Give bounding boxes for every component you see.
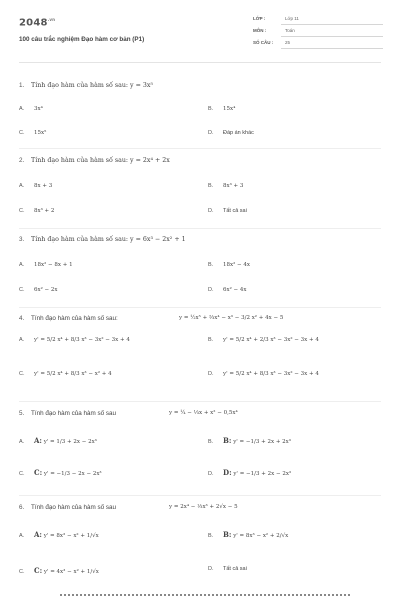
document-title: 100 câu trắc nghiệm Đạo hàm cơ bản (P1)	[19, 36, 145, 43]
option-content: 8x + 3	[34, 183, 53, 189]
question-number: 5.	[19, 410, 25, 417]
option-bold-letter: A:	[34, 530, 43, 539]
option-bold-letter: D:	[223, 468, 232, 477]
option-bold-letter: A:	[34, 436, 43, 445]
option-letter: B.	[208, 106, 214, 112]
option-a[interactable]	[19, 530, 99, 539]
question-expression: y = ½x⁵ + ⅔x⁴ − x³ − 3/2 x² + 4x − 5	[179, 315, 284, 321]
question-header	[19, 410, 381, 420]
option-bold-letter: C:	[34, 468, 43, 477]
meta-value: Toán	[285, 28, 295, 33]
question-expression: y = ¼ − ⅓x + x² − 0,5x⁴	[169, 410, 238, 416]
meta-row-class	[253, 16, 383, 28]
option-d[interactable]	[208, 371, 319, 377]
option-content: 15x⁴	[223, 106, 236, 112]
option-d[interactable]	[208, 208, 247, 214]
question-divider	[19, 148, 381, 149]
question-expression: y = 2x⁴ − ⅓x³ + 2√x − 5	[169, 504, 238, 510]
question-header	[19, 504, 381, 514]
option-b[interactable]	[208, 436, 291, 445]
option-letter: A.	[19, 106, 25, 112]
option-content: 3x⁴	[34, 106, 43, 112]
option-letter: A.	[19, 183, 25, 189]
question-header	[19, 82, 381, 92]
cut-off-line	[60, 594, 350, 596]
option-letter: D.	[208, 471, 214, 477]
option-d[interactable]	[208, 566, 247, 572]
option-letter: C.	[19, 130, 25, 136]
logo-suffix: .vn	[47, 17, 56, 22]
option-a[interactable]	[19, 337, 130, 343]
option-letter: A.	[19, 262, 25, 268]
option-letter: D.	[208, 371, 214, 377]
option-c[interactable]	[19, 468, 102, 477]
option-content: Tất cả sai	[223, 208, 247, 214]
option-content: 18x² − 4x	[223, 262, 251, 268]
option-c[interactable]	[19, 208, 54, 214]
option-letter: B.	[208, 262, 214, 268]
question-number: 3.	[19, 236, 25, 243]
meta-panel	[253, 16, 383, 52]
option-bold-letter: C:	[34, 566, 43, 575]
question-divider	[19, 401, 381, 402]
option-c[interactable]	[19, 287, 58, 293]
option-d[interactable]	[208, 468, 291, 477]
meta-value: 25	[285, 40, 291, 45]
option-b[interactable]	[208, 106, 235, 112]
option-c[interactable]	[19, 566, 99, 575]
option-letter: C.	[19, 569, 25, 575]
option-letter: B.	[208, 439, 214, 445]
header-divider	[19, 62, 381, 63]
question-3	[19, 236, 381, 293]
option-content: Tất cả sai	[223, 566, 247, 572]
question-number: 4.	[19, 315, 25, 322]
option-letter: C.	[19, 287, 25, 293]
question-text: Tính đạo hàm của hàm số sau	[31, 504, 117, 511]
option-content: y' = −1/3 + 2x − 2x³	[233, 471, 292, 477]
option-letter: C.	[19, 471, 25, 477]
option-b[interactable]	[208, 337, 319, 343]
option-letter: A.	[19, 337, 25, 343]
option-c[interactable]	[19, 371, 112, 377]
question-text: Tính đạo hàm của hàm số sau: y = 2x⁴ + 2x	[31, 157, 170, 164]
option-content: y' = 1/3 + 2x − 2x³	[43, 439, 97, 445]
option-a[interactable]	[19, 106, 43, 112]
option-b[interactable]	[208, 262, 250, 268]
option-a[interactable]	[19, 262, 73, 268]
option-content: 6x² − 2x	[34, 287, 58, 293]
question-2	[19, 157, 381, 214]
option-letter: C.	[19, 371, 25, 377]
option-d[interactable]	[208, 287, 247, 293]
option-content: Đáp án khác	[223, 130, 254, 136]
option-letter: D.	[208, 208, 214, 214]
question-4	[19, 315, 381, 377]
question-text: Tính đạo hàm của hàm số sau: y = 3x⁵	[31, 82, 153, 89]
question-text: Tính đạo hàm của hàm số sau:	[31, 315, 118, 322]
option-content: 18x² − 8x + 1	[34, 262, 73, 268]
option-b[interactable]	[208, 183, 243, 189]
option-content: y' = −1/3 − 2x − 2x³	[43, 471, 102, 477]
option-letter: D.	[208, 130, 214, 136]
option-letter: A.	[19, 439, 25, 445]
option-letter: B.	[208, 183, 214, 189]
meta-underline	[281, 36, 383, 37]
question-6	[19, 504, 381, 575]
option-bold-letter: B:	[223, 436, 232, 445]
option-content: y' = −1/3 + 2x + 2x³	[233, 439, 291, 445]
meta-key: SỐ CÂU :	[253, 40, 274, 45]
question-text: Tính đạo hàm của hàm số sau	[31, 410, 117, 417]
question-divider	[19, 307, 381, 308]
option-letter: C.	[19, 208, 25, 214]
question-5	[19, 410, 381, 477]
meta-key: LỚP :	[253, 16, 266, 21]
option-content: 8x³ + 3	[223, 183, 244, 189]
option-b[interactable]	[208, 530, 288, 539]
option-letter: D.	[208, 287, 214, 293]
option-d[interactable]	[208, 130, 254, 136]
meta-row-subject	[253, 28, 383, 40]
option-content: y' = 8x³ − x² + 1/√x	[43, 533, 99, 539]
question-divider	[19, 228, 381, 229]
question-number: 2.	[19, 157, 25, 164]
option-a[interactable]	[19, 436, 97, 445]
option-letter: B.	[208, 337, 214, 343]
option-content: y' = 8x³ − x² + 2/√x	[233, 533, 289, 539]
option-content: y' = 4x³ − x² + 1/√x	[43, 569, 99, 575]
question-header	[19, 157, 381, 167]
option-bold-letter: B:	[223, 530, 232, 539]
option-content: y' = 5/2 x⁴ + 8/3 x³ − x² + 4	[34, 371, 112, 377]
option-content: 8x³ + 2	[34, 208, 55, 214]
option-content: 15x⁵	[34, 130, 47, 136]
option-c[interactable]	[19, 130, 46, 136]
question-divider	[19, 495, 381, 496]
meta-underline	[281, 24, 383, 25]
question-header	[19, 236, 381, 246]
question-header	[19, 315, 381, 325]
option-letter: B.	[208, 533, 214, 539]
option-content: 6x² − 4x	[223, 287, 247, 293]
option-letter: D.	[208, 566, 214, 572]
meta-value: Lớp 11	[285, 16, 299, 21]
option-letter: A.	[19, 533, 25, 539]
meta-row-count	[253, 40, 383, 52]
site-logo[interactable]	[19, 17, 55, 28]
question-number: 6.	[19, 504, 25, 511]
option-content: y' = 5/2 x⁴ + 8/3 x³ − 3x² − 3x + 4	[223, 371, 319, 377]
question-1	[19, 82, 381, 136]
meta-underline	[281, 48, 383, 49]
question-text: Tính đạo hàm của hàm số sau: y = 6x³ − 2x² + 1	[31, 236, 186, 243]
option-content: y' = 5/2 x⁴ + 8/3 x³ − 3x² − 3x + 4	[34, 337, 130, 343]
logo-text: 2048	[19, 17, 48, 29]
question-number: 1.	[19, 82, 25, 89]
meta-key: MÔN :	[253, 28, 267, 33]
option-content: y' = 5/2 x⁴ + 2/3 x³ − 3x² − 3x + 4	[223, 337, 319, 343]
option-a[interactable]	[19, 183, 52, 189]
